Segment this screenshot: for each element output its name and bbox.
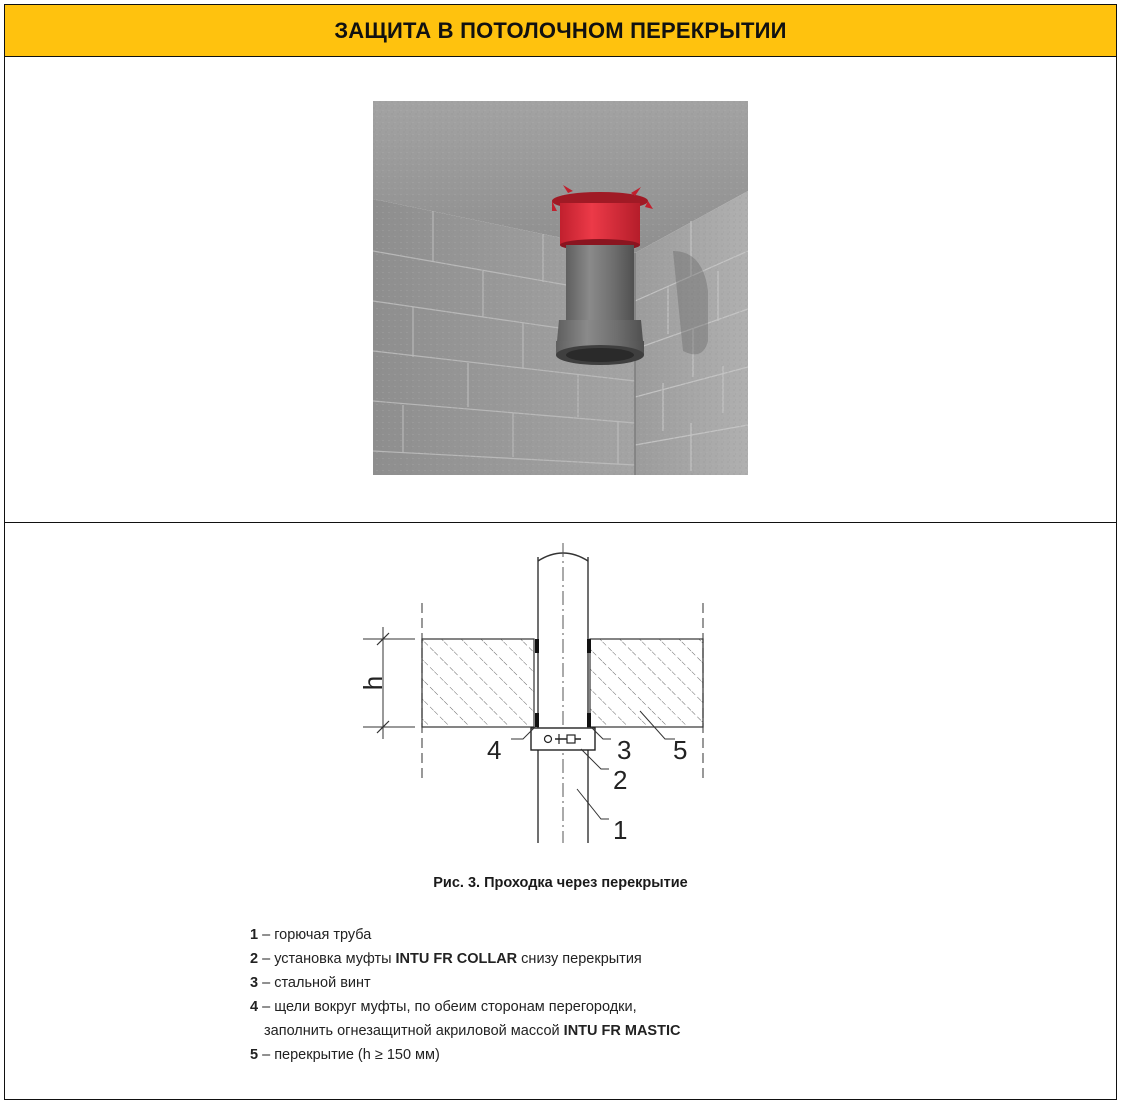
section-title: ЗАЩИТА В ПОТОЛОЧНОМ ПЕРЕКРЫТИИ <box>334 17 787 43</box>
document-frame <box>4 4 1117 1100</box>
callout-1: 1 <box>613 815 628 843</box>
callout-4: 4 <box>487 735 502 765</box>
callout-2: 2 <box>613 765 628 795</box>
cross-section-drawing <box>345 543 725 843</box>
slab-left <box>422 639 534 727</box>
legend-list <box>250 923 890 1067</box>
legend-item-1: 1 – горючая труба <box>250 927 372 943</box>
drawing-section <box>5 523 1116 1099</box>
figure-caption: Рис. 3. Проходка через перекрытие <box>433 875 688 891</box>
section-header <box>5 5 1116 57</box>
installation-photo <box>373 101 748 475</box>
legend-item-2: 2 – установка муфты INTU FR COLLAR снизу перекрытия <box>250 951 642 967</box>
photo-section <box>5 57 1116 523</box>
legend-item-3: 3 – стальной винт <box>250 975 371 991</box>
legend-item-5: 5 – перекрытие (h ≥ 150 мм) <box>250 1047 440 1063</box>
slab-right <box>590 639 703 727</box>
dimension-h-label: h <box>357 675 388 691</box>
legend-item-4-continuation: заполнить огнезащитной акриловой массой INTU FR MASTIC <box>264 1023 681 1039</box>
callout-3: 3 <box>617 735 632 765</box>
legend-item-4: 4 – щели вокруг муфты, по обеим сторонам перегородки, заполнить огнезащитной акриловой массой INTU FR MASTIC <box>250 995 890 1043</box>
callout-5: 5 <box>673 735 688 765</box>
